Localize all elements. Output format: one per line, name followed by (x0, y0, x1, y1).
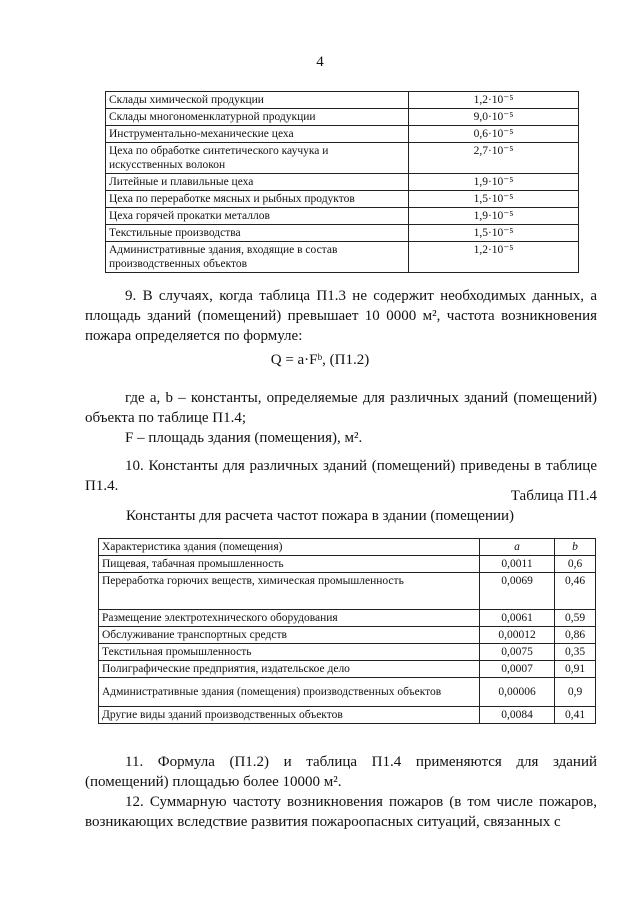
table-cell-a: 0,0007 (480, 661, 555, 678)
table-cell-b: 0,46 (555, 573, 596, 610)
table-cell-name: Литейные и плавильные цеха (106, 174, 409, 191)
table-title: Константы для расчета частот пожара в здании (помещении) (125, 508, 515, 524)
table-cell-value: 0,6·10⁻⁵ (409, 126, 579, 143)
table-row (106, 191, 579, 208)
table-row (106, 225, 579, 242)
formula-p1-2: Q = a·Fᵇ, (П1.2) (270, 352, 370, 368)
paragraph-11: 11. Формула (П1.2) и таблица П1.4 применяются для зданий (помещений) площадью более 10000 м². (85, 754, 597, 790)
table-cell-a: 0,00006 (480, 678, 555, 707)
table-row (106, 126, 579, 143)
header-a: a (480, 539, 555, 556)
table-cell-value: 1,2·10⁻⁵ (409, 242, 579, 273)
table-cell-a: 0,0075 (480, 644, 555, 661)
table-cell-name: Обслуживание транспортных средств (99, 627, 480, 644)
constants-table (98, 538, 596, 724)
table-cell-name: Административные здания (помещения) производственных объектов (99, 678, 480, 707)
table-cell-name: Цеха по переработке мясных и рыбных продуктов (106, 191, 409, 208)
table-cell-name: Размещение электротехнического оборудования (99, 610, 480, 627)
paragraph-12: 12. Суммарную частоту возникновения пожаров (в том числе пожаров, возникающих вследствие развития пожароопасных ситуаций, связанных с (85, 794, 597, 830)
table-cell-b: 0,41 (555, 707, 596, 724)
table-row (106, 92, 579, 109)
table-header-row (99, 539, 596, 556)
paragraph-9: 9. В случаях, когда таблица П1.3 не содержит необходимых данных, а площадь зданий (помещений) превышает 10 0000 м², частота возникновения пожара определяется по формуле: (85, 288, 597, 344)
table-row (99, 556, 596, 573)
table-cell-a: 0,0069 (480, 573, 555, 610)
table-cell-name: Склады многономенклатурной продукции (106, 109, 409, 126)
table-cell-value: 1,5·10⁻⁵ (409, 191, 579, 208)
table-cell-name: Инструментально-механические цеха (106, 126, 409, 143)
table-cell-a: 0,0011 (480, 556, 555, 573)
paragraph-10: 10. Константы для различных зданий (помещений) приведены в таблице П1.4. (85, 458, 597, 494)
table-cell-name: Другие виды зданий производственных объектов (99, 707, 480, 724)
table-row (106, 109, 579, 126)
where-ab-text: где a, b – константы, определяемые для различных зданий (помещений) объекта по таблице П1.4; (85, 390, 597, 426)
table-row (106, 143, 579, 174)
fire-frequency-table (105, 91, 579, 273)
table-cell-value: 1,9·10⁻⁵ (409, 174, 579, 191)
table-row (99, 678, 596, 707)
table-cell-b: 0,9 (555, 678, 596, 707)
table-cell-name: Текстильная промышленность (99, 644, 480, 661)
header-b: b (555, 539, 596, 556)
table-row (99, 627, 596, 644)
table-cell-a: 0,0084 (480, 707, 555, 724)
table-row (106, 208, 579, 225)
table-row (106, 174, 579, 191)
table-cell-name: Склады химической продукции (106, 92, 409, 109)
table-cell-a: 0,00012 (480, 627, 555, 644)
table-cell-value: 1,9·10⁻⁵ (409, 208, 579, 225)
table-cell-a: 0,0061 (480, 610, 555, 627)
table-row (99, 707, 596, 724)
table-cell-b: 0,35 (555, 644, 596, 661)
table-cell-name: Пищевая, табачная промышленность (99, 556, 480, 573)
table-cell-value: 1,5·10⁻⁵ (409, 225, 579, 242)
table-row (99, 644, 596, 661)
header-characteristic: Характеристика здания (помещения) (99, 539, 480, 556)
table-cell-b: 0,86 (555, 627, 596, 644)
where-f-text: F – площадь здания (помещения), м². (125, 430, 363, 446)
table-label: Таблица П1.4 (510, 488, 597, 504)
table-cell-b: 0,91 (555, 661, 596, 678)
table-row (99, 610, 596, 627)
table-cell-value: 2,7·10⁻⁵ (409, 143, 579, 174)
page-number: 4 (316, 54, 324, 70)
table-cell-name: Полиграфические предприятия, издательское дело (99, 661, 480, 678)
table-row (99, 661, 596, 678)
table-row (99, 573, 596, 610)
table-cell-name: Цеха по обработке синтетического каучука и искусственных волокон (106, 143, 409, 174)
table-cell-name: Переработка горючих веществ, химическая промышленность (99, 573, 480, 610)
table-cell-b: 0,6 (555, 556, 596, 573)
table-cell-value: 1,2·10⁻⁵ (409, 92, 579, 109)
table-cell-name: Административные здания, входящие в состав производственных объектов (106, 242, 409, 273)
table-cell-value: 9,0·10⁻⁵ (409, 109, 579, 126)
table-row (106, 242, 579, 273)
table-cell-name: Текстильные производства (106, 225, 409, 242)
table-cell-b: 0,59 (555, 610, 596, 627)
table-cell-name: Цеха горячей прокатки металлов (106, 208, 409, 225)
